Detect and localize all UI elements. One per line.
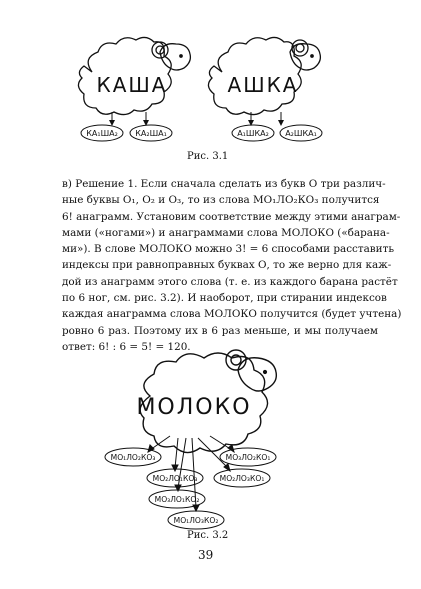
sheep-big-word: МОЛОКО bbox=[136, 395, 252, 420]
sheep-right-word: АШКА bbox=[227, 73, 299, 97]
paragraph-line: ответ: 6! : 6 = 5! = 120. bbox=[62, 340, 191, 353]
paragraph-line: индексы при равноправных буквах О, то же верно для каж- bbox=[62, 259, 392, 272]
figure-caption-3-2: Рис. 3.2 bbox=[187, 530, 229, 541]
paragraph-line: ми»). В слове МОЛОКО можно 3! = 6 способами расставить bbox=[62, 243, 394, 256]
paragraph-line: мами («ногами») и анаграммами слова МОЛОКО («барана- bbox=[62, 226, 390, 239]
paragraph-line: каждая анаграмма слова МОЛОКО получится (будет учтена) bbox=[62, 308, 402, 321]
leg-label: А₁ШКА₂ bbox=[237, 129, 269, 138]
figure-caption-3-1: Рис. 3.1 bbox=[187, 151, 229, 162]
leg-label: КА₁ША₂ bbox=[86, 129, 118, 138]
sheep-big-head bbox=[238, 358, 276, 391]
leg-label: А₂ШКА₁ bbox=[285, 129, 317, 138]
paragraph-line: ровно 6 раз. Поэтому их в 6 раз меньше, и мы получаем bbox=[62, 324, 378, 337]
sheep-left-horn bbox=[152, 42, 168, 58]
paragraph-line: 6! анаграмм. Установим соответствие между этими анаграм- bbox=[62, 210, 401, 223]
leg-label: МО₂ЛО₃КО₁ bbox=[219, 474, 265, 483]
page-number: 39 bbox=[198, 548, 214, 562]
leg-label: МО₃ЛО₂КО₁ bbox=[225, 453, 271, 462]
paragraph-line: по 6 ног, см. рис. 3.2). И наоборот, при стирании индексов bbox=[62, 292, 387, 305]
paragraph-line: дой из анаграмм этого слова (т. е. из каждого барана растёт bbox=[62, 275, 398, 288]
sheep-left-word: КАША bbox=[96, 73, 168, 97]
paragraph-line: в) Решение 1. Если сначала сделать из букв О три различ- bbox=[62, 178, 386, 190]
leg-label: МО₃ЛО₁КО₂ bbox=[154, 495, 200, 504]
leg-label: МО₂ЛО₁КО₃ bbox=[152, 474, 198, 483]
paragraph-line: ные буквы О₁, О₂ и О₃, то из слова МО₁ЛО₂КО₃ получится bbox=[62, 194, 380, 207]
leg-label: КА₂ША₁ bbox=[135, 129, 167, 138]
leg-label: МО₁ЛО₂КО₃ bbox=[110, 453, 156, 462]
solution-paragraph bbox=[62, 176, 402, 355]
leg-label: МО₁ЛО₃КО₂ bbox=[173, 516, 219, 525]
